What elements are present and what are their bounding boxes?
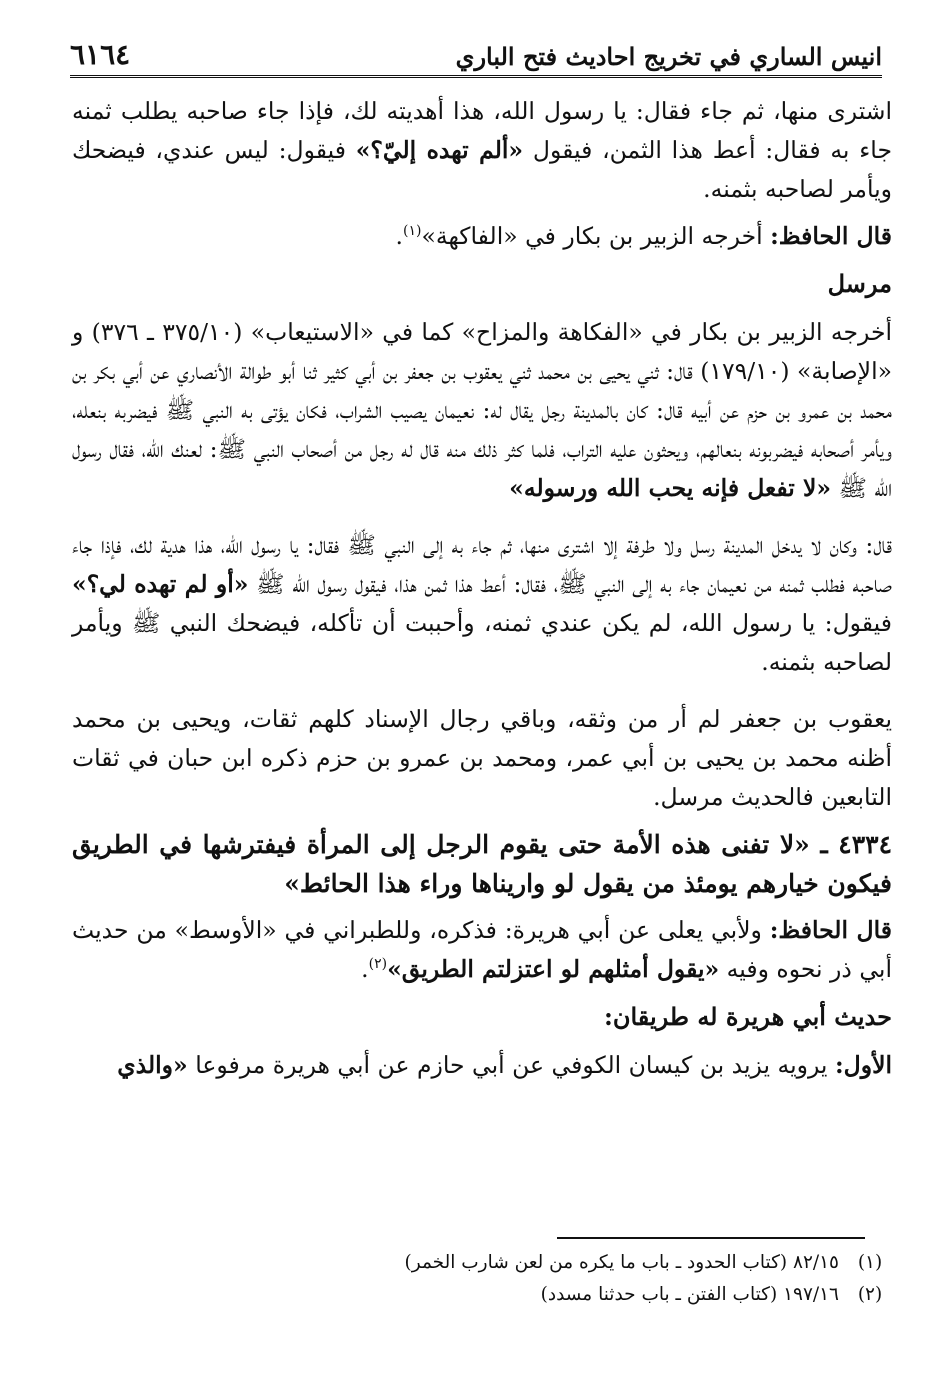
text-run: يعقوب بن جعفر لم أر من وثقه، وباقي رجال الإسناد كلهم ثقات، ويحيى بن محمد أظنه محمد بن يحيى بن أبي عمر، ومحمد بن عمرو بن حزم ذكره ابن حبان في ثقات التابعين فالحديث مرسل. xyxy=(72,705,892,811)
hafiz-note: قال الحافظ: أخرجه الزبير بن بكار في «الفاكهة»$^{(١)}$. xyxy=(395,222,892,250)
paragraph xyxy=(72,700,892,817)
bold-quote: «أو لم تهده لي؟» xyxy=(72,570,249,598)
hadith-text: «لا تفنى هذه الأمة حتى يقوم الرجل إلى المرأة فيفترشها في الطريق فيكون خيارهم يومئذ من يقول لو واريناها وراء هذا الحائط» xyxy=(72,830,892,898)
text-run: أخرجه الزبير بن بكار في «الفكاهة والمزاح» كما في «الاستيعاب» (٣٧٥/١٠ ـ ٣٧٦) و «الإصابة» (١٧٩/١٠) قال: ثني يحيى بن محمد ثني يعقوب بن جعفر بن أبي كثير ثنا أبو طوالة الأنصاري عن أبي بكر بن محمد بن عمرو بن حزم عن أبيه قال: كان بالمدينة رجل يقال له: نعيمان يصيب الشراب، فكان يؤتى به النبي ﷺ فيضربه بنعله، ويأمر أصحابه فيضربونه بنعالهم، ويحثون عليه التراب، فلما كثر ذلك منه قال له رجل من أصحاب النبي ﷺ: لعنك الله، فقال رسول الله ﷺ xyxy=(72,318,892,502)
text-run: فيقول: يا رسول الله، لم يكن عندي ثمنه، وأحببت أن تأكله، فيضحك النبي ﷺ ويأمر لصاحبه بثمنه. xyxy=(72,609,892,676)
hafiz-note: قال الحافظ: ولأبي يعلى عن أبي هريرة: فذكره، وللطبراني في «الأوسط» من حديث أبي ذر نحوه وفيه «يقول أمثلهم لو اعتزلتم الطريق»$^{(٢)}$. xyxy=(72,916,892,983)
section-heading: مرسل xyxy=(827,269,892,298)
footnotes xyxy=(71,1247,891,1311)
footnote xyxy=(71,1279,891,1311)
text-run: ولأبي يعلى عن أبي هريرة: فذكره، وللطبراني في «الأوسط» من حديث أبي ذر نحوه وفيه xyxy=(72,916,892,983)
footnote-text: ٨٢/١٥ (كتاب الحدود ـ باب ما يكره من لعن شارب الخمر) xyxy=(404,1252,839,1273)
footnote-number: (٢) xyxy=(857,1284,883,1305)
paragraph xyxy=(72,313,892,508)
running-title: انيس الساري في تخريج احاديث فتح الباري xyxy=(455,42,882,71)
footnote xyxy=(71,1247,891,1279)
footnote-text: ١٩٧/١٦ (كتاب الفتن ـ باب حدثنا مسدد) xyxy=(540,1284,839,1305)
bold-quote: «ألم تهده إليّ؟» xyxy=(355,136,524,164)
text-run: فيقول: ليس عندي، فيضحك ويأمر لصاحبه بثمنه. xyxy=(72,136,892,203)
footnote-ref: (٢) xyxy=(368,956,388,973)
hadith-entry xyxy=(72,825,892,903)
text-run: قال: وكان لا يدخل المدينة رسل ولا طرفة إلا اشترى منها، ثم جاء به إلى النبي ﷺ فقال: يا رسول الله، هذا هدية لك، فإذا جاء صاحبه فطلب ثمنه من نعيمان جاء به إلى النبي ﷺ، فقال: أعط هذا ثمن هذا، فيقول رسول الله ﷺ xyxy=(72,531,892,598)
footnote-number: (١) xyxy=(857,1252,883,1273)
paragraph xyxy=(72,92,892,209)
page-number: ٦١٦٤ xyxy=(70,38,131,71)
hadith-number: ٤٣٣٤ ـ xyxy=(820,830,892,859)
bold-quote: «يقول أمثلهم لو اعتزلتم الطريق» xyxy=(387,955,720,983)
page-header xyxy=(70,34,882,78)
bold-quote: «لا تفعل فإنه يحب الله ورسوله» xyxy=(509,474,832,502)
bold-quote: «والذي xyxy=(117,1051,188,1079)
paragraph xyxy=(72,526,892,682)
footnote-divider xyxy=(557,1237,865,1239)
item-label: الأول: xyxy=(834,1051,892,1079)
text-run: اشترى منها، ثم جاء فقال: يا رسول الله، هذا أهديته لك، فإذا جاء صاحبه يطلب ثمنه جاء به فقال: أعط هذا الثمن، فيقول xyxy=(72,97,892,164)
section-heading: حديث أبي هريرة له طريقان: xyxy=(604,1002,892,1031)
main-text xyxy=(72,92,892,1093)
footnote-ref: (١) xyxy=(403,223,422,240)
text-run: يرويه يزيد بن كيسان الكوفي عن أبي حازم عن أبي هريرة مرفوعا xyxy=(195,1051,828,1079)
hafiz-label: قال الحافظ: xyxy=(769,916,892,944)
paragraph xyxy=(72,1046,892,1085)
hafiz-label: قال الحافظ: xyxy=(770,222,892,250)
text-run: أخرجه الزبير بن بكار في «الفاكهة» xyxy=(421,222,763,250)
